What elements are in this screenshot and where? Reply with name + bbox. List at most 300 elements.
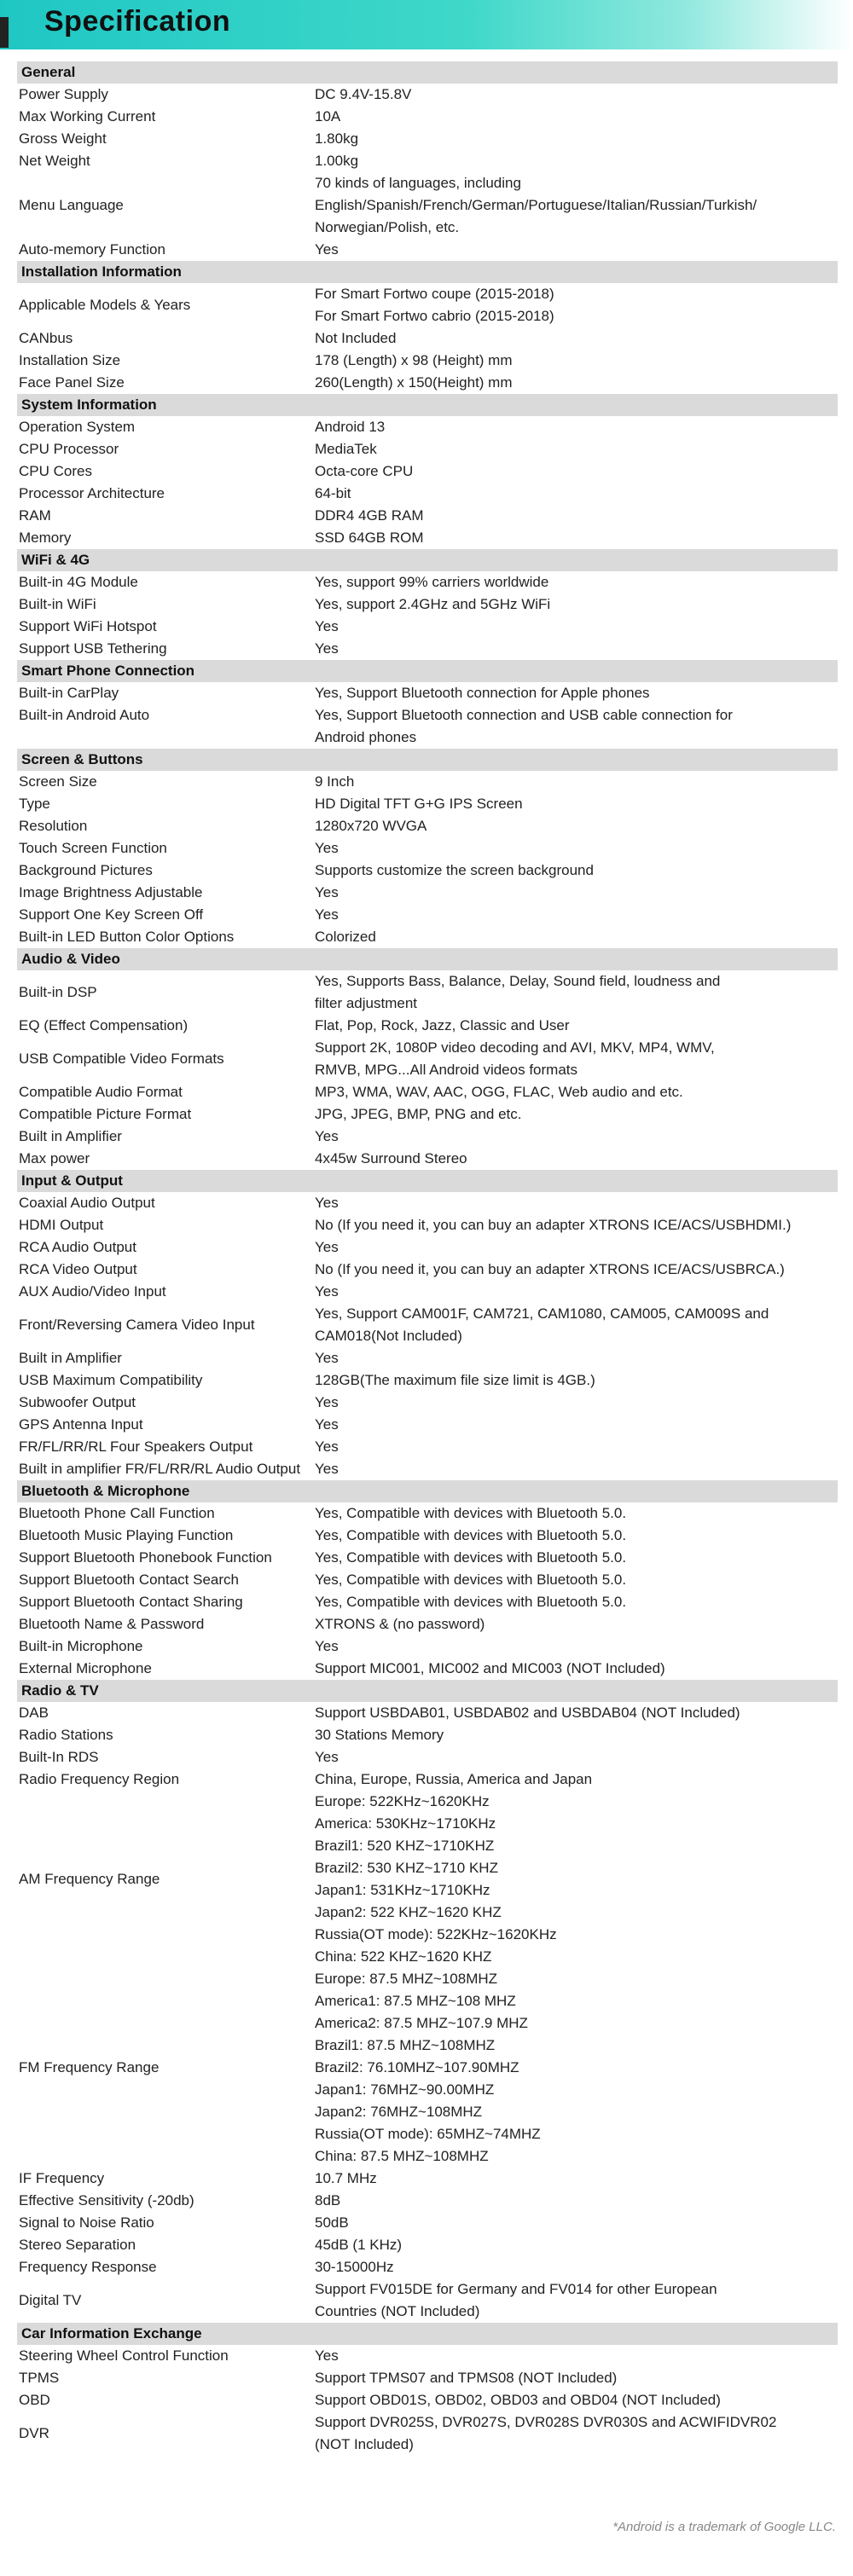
spec-label: Installation Size [19, 352, 121, 368]
spec-value-line: Yes, Compatible with devices with Bluetooth 5.0. [315, 1594, 627, 1610]
spec-value-line: Android phones [315, 729, 417, 745]
spec-value-line: Yes [315, 906, 339, 923]
spec-row [17, 2190, 838, 2212]
section-header: Audio & Video [17, 948, 838, 970]
spec-label: Auto-memory Function [19, 241, 165, 258]
spec-value [315, 460, 838, 483]
spec-label: OBD [19, 2392, 50, 2408]
spec-value [315, 1724, 838, 1746]
spec-label: DAB [19, 1705, 49, 1721]
spec-row [17, 1081, 838, 1103]
spec-value-line: Europe: 522KHz~1620KHz [315, 1793, 490, 1809]
spec-label: Face Panel Size [19, 374, 125, 391]
spec-label: TPMS [19, 2370, 60, 2386]
spec-row [17, 970, 838, 1015]
spec-row [17, 283, 838, 327]
spec-value-line: Brazil2: 76.10MHZ~107.90MHZ [315, 2059, 519, 2075]
spec-label: Screen Size [19, 773, 97, 790]
spec-value-line: Yes [315, 1239, 339, 1255]
spec-label: External Microphone [19, 1660, 152, 1676]
spec-value [315, 2367, 838, 2389]
spec-row [17, 505, 838, 527]
spec-row [17, 1214, 838, 1236]
spec-value-line: Yes [315, 1416, 339, 1433]
spec-value [315, 860, 838, 882]
spec-value [315, 1214, 838, 1236]
spec-value [315, 372, 838, 394]
spec-row [17, 416, 838, 438]
spec-label: AM Frequency Range [19, 1871, 160, 1887]
spec-value-line: Support USBDAB01, USBDAB02 and USBDAB04 (NOT Included) [315, 1705, 740, 1721]
spec-value-line: JPG, JPEG, BMP, PNG and etc. [315, 1106, 522, 1122]
trademark-note: *Android is a trademark of Google LLC. [612, 2520, 836, 2534]
spec-value [315, 837, 838, 860]
section-header: Smart Phone Connection [17, 660, 838, 682]
spec-value [315, 1259, 838, 1281]
spec-value-line: Brazil2: 530 KHZ~1710 KHZ [315, 1860, 498, 1876]
spec-row [17, 2256, 838, 2278]
spec-label: Bluetooth Phone Call Function [19, 1505, 215, 1521]
spec-label: CPU Processor [19, 441, 119, 457]
spec-label: DVR [19, 2425, 49, 2441]
spec-row [17, 1791, 838, 1968]
spec-value-line: XTRONS & (no password) [315, 1616, 485, 1632]
spec-value-line: Yes, Compatible with devices with Bluetooth 5.0. [315, 1527, 627, 1543]
spec-label: Resolution [19, 818, 88, 834]
spec-value [315, 1635, 838, 1658]
spec-value [315, 1547, 838, 1569]
spec-row [17, 1236, 838, 1259]
spec-row [17, 1392, 838, 1414]
spec-label: Built in amplifier FR/FL/RR/RL Audio Output [19, 1461, 301, 1477]
spec-value-line: China: 522 KHZ~1620 KHZ [315, 1948, 492, 1965]
spec-row [17, 239, 838, 261]
spec-label: Menu Language [19, 197, 124, 213]
spec-value [315, 1392, 838, 1414]
spec-row [17, 837, 838, 860]
spec-value [315, 1303, 838, 1347]
spec-value [315, 483, 838, 505]
spec-label: Support Bluetooth Phonebook Function [19, 1549, 272, 1566]
spec-row [17, 638, 838, 660]
spec-label: RCA Video Output [19, 1261, 137, 1277]
spec-label: Signal to Noise Ratio [19, 2214, 154, 2231]
spec-value [315, 527, 838, 549]
section-header: Radio & TV [17, 1680, 838, 1702]
spec-row [17, 1569, 838, 1591]
spec-label: Radio Frequency Region [19, 1771, 180, 1787]
spec-label: Compatible Audio Format [19, 1084, 183, 1100]
spec-value [315, 1192, 838, 1214]
spec-value-line: filter adjustment [315, 995, 417, 1011]
spec-value-line: MP3, WMA, WAV, AAC, OGG, FLAC, Web audio and etc. [315, 1084, 683, 1100]
spec-value-line: Yes [315, 1195, 339, 1211]
spec-label: CPU Cores [19, 463, 92, 479]
spec-label: Digital TV [19, 2292, 82, 2308]
spec-value [315, 1502, 838, 1525]
spec-value-line: Yes, support 2.4GHz and 5GHz WiFi [315, 596, 551, 612]
spec-row [17, 926, 838, 948]
section-header: Screen & Buttons [17, 749, 838, 771]
spec-value-line: Yes, Support CAM001F, CAM721, CAM1080, CAM005, CAM009S and [315, 1305, 769, 1322]
spec-value [315, 1103, 838, 1126]
spec-value [315, 106, 838, 128]
spec-row [17, 1015, 838, 1037]
spec-value-line: Russia(OT mode): 65MHZ~74MHZ [315, 2126, 541, 2142]
spec-row [17, 1369, 838, 1392]
spec-value-line: America: 530KHz~1710KHz [315, 1815, 496, 1832]
spec-row [17, 1436, 838, 1458]
spec-value-line: America1: 87.5 MHZ~108 MHZ [315, 1993, 516, 2009]
spec-value [315, 2212, 838, 2234]
spec-label: Built-in LED Button Color Options [19, 929, 235, 945]
spec-label: Processor Architecture [19, 485, 165, 501]
spec-value-line: No (If you need it, you can buy an adapter XTRONS ICE/ACS/USBRCA.) [315, 1261, 785, 1277]
spec-value [315, 1613, 838, 1635]
spec-label: Touch Screen Function [19, 840, 167, 856]
spec-value-line: Norwegian/Polish, etc. [315, 219, 460, 235]
spec-value-line: 64-bit [315, 485, 351, 501]
spec-label: Applicable Models & Years [19, 297, 191, 313]
spec-value [315, 571, 838, 593]
spec-value-line: Support MIC001, MIC002 and MIC003 (NOT Included) [315, 1660, 665, 1676]
spec-row [17, 1635, 838, 1658]
spec-value [315, 771, 838, 793]
spec-row [17, 616, 838, 638]
spec-value-line: Yes [315, 1439, 339, 1455]
spec-value-line: Android 13 [315, 419, 386, 435]
spec-value [315, 1037, 838, 1081]
spec-label: GPS Antenna Input [19, 1416, 143, 1433]
spec-row [17, 438, 838, 460]
spec-row [17, 815, 838, 837]
spec-value-line: Europe: 87.5 MHZ~108MHZ [315, 1971, 498, 1987]
spec-value [315, 704, 838, 749]
spec-row [17, 793, 838, 815]
spec-label: Support Bluetooth Contact Search [19, 1572, 239, 1588]
spec-value [315, 1126, 838, 1148]
spec-value-line: Yes, Support Bluetooth connection and USB cable connection for [315, 707, 733, 723]
spec-value [315, 128, 838, 150]
spec-row [17, 2389, 838, 2411]
spec-value [315, 970, 838, 1015]
spec-value-line: 260(Length) x 150(Height) mm [315, 374, 513, 391]
spec-value-line: Yes, Compatible with devices with Bluetooth 5.0. [315, 1572, 627, 1588]
spec-value [315, 505, 838, 527]
spec-label: Net Weight [19, 153, 90, 169]
spec-value [315, 904, 838, 926]
spec-row [17, 571, 838, 593]
section-header: Car Information Exchange [17, 2323, 838, 2345]
spec-row [17, 2234, 838, 2256]
spec-value [315, 84, 838, 106]
spec-row [17, 1148, 838, 1170]
spec-row [17, 2411, 838, 2456]
spec-value-line: (NOT Included) [315, 2436, 414, 2452]
spec-row [17, 1702, 838, 1724]
spec-value [315, 1569, 838, 1591]
spec-label: Built-in Android Auto [19, 707, 150, 723]
spec-row [17, 1126, 838, 1148]
spec-row [17, 1768, 838, 1791]
spec-value-line: No (If you need it, you can buy an adapter XTRONS ICE/ACS/USBHDMI.) [315, 1217, 792, 1233]
spec-value [315, 616, 838, 638]
spec-row [17, 172, 838, 239]
spec-label: Built in Amplifier [19, 1128, 122, 1144]
spec-row [17, 2278, 838, 2323]
spec-label: Image Brightness Adjustable [19, 884, 203, 900]
spec-value-line: Yes, Compatible with devices with Bluetooth 5.0. [315, 1549, 627, 1566]
spec-row [17, 1037, 838, 1081]
spec-value-line: 45dB (1 KHz) [315, 2237, 403, 2253]
spec-label: Power Supply [19, 86, 108, 102]
spec-row [17, 327, 838, 350]
spec-label: IF Frequency [19, 2170, 105, 2186]
spec-row [17, 882, 838, 904]
spec-value [315, 1347, 838, 1369]
banner-accent [0, 17, 9, 48]
spec-value-line: HD Digital TFT G+G IPS Screen [315, 796, 523, 812]
spec-row [17, 1746, 838, 1768]
section-header: Input & Output [17, 1170, 838, 1192]
spec-value-line: Japan2: 76MHZ~108MHZ [315, 2104, 483, 2120]
spec-label: Bluetooth Music Playing Function [19, 1527, 234, 1543]
spec-value-line: 1.00kg [315, 153, 359, 169]
spec-value [315, 172, 838, 239]
spec-value-line: Yes [315, 840, 339, 856]
spec-value [315, 416, 838, 438]
spec-label: USB Compatible Video Formats [19, 1051, 224, 1067]
section-header: System Information [17, 394, 838, 416]
spec-value [315, 1746, 838, 1768]
spec-value-line: Support FV015DE for Germany and FV014 for other European [315, 2281, 717, 2297]
spec-label: Memory [19, 530, 72, 546]
spec-value-line: 10A [315, 108, 341, 124]
spec-value [315, 1236, 838, 1259]
spec-value-line: 9 Inch [315, 773, 355, 790]
section-header: WiFi & 4G [17, 549, 838, 571]
spec-label: Front/Reversing Camera Video Input [19, 1317, 255, 1333]
spec-value [315, 1081, 838, 1103]
spec-value-line: 50dB [315, 2214, 349, 2231]
spec-label: Built-in WiFi [19, 596, 96, 612]
spec-row [17, 1347, 838, 1369]
spec-value [315, 1525, 838, 1547]
spec-value-line: Support TPMS07 and TPMS08 (NOT Included) [315, 2370, 618, 2386]
spec-row [17, 593, 838, 616]
spec-label: Built-in 4G Module [19, 574, 138, 590]
spec-row [17, 350, 838, 372]
spec-value-line: 1.80kg [315, 130, 359, 147]
spec-row [17, 1458, 838, 1480]
spec-value [315, 882, 838, 904]
spec-value [315, 2411, 838, 2456]
page-title: Specification [44, 5, 231, 38]
spec-value [315, 438, 838, 460]
spec-value [315, 239, 838, 261]
spec-value [315, 1791, 838, 1968]
spec-label: Steering Wheel Control Function [19, 2347, 229, 2364]
spec-value [315, 1414, 838, 1436]
spec-label: Support Bluetooth Contact Sharing [19, 1594, 243, 1610]
spec-label: Built-in CarPlay [19, 685, 119, 701]
spec-label: RAM [19, 507, 51, 524]
spec-value-line: For Smart Fortwo cabrio (2015-2018) [315, 308, 554, 324]
spec-value-line: SSD 64GB ROM [315, 530, 424, 546]
spec-label: Background Pictures [19, 862, 153, 878]
spec-value [315, 2256, 838, 2278]
spec-value-line: Japan2: 522 KHZ~1620 KHZ [315, 1904, 502, 1920]
spec-label: Frequency Response [19, 2259, 157, 2275]
spec-row [17, 460, 838, 483]
spec-value-line: 70 kinds of languages, including [315, 175, 521, 191]
spec-value [315, 1768, 838, 1791]
spec-value [315, 1436, 838, 1458]
spec-label: Subwoofer Output [19, 1394, 136, 1410]
spec-label: Stereo Separation [19, 2237, 136, 2253]
spec-label: Max Working Current [19, 108, 156, 124]
spec-row [17, 1103, 838, 1126]
spec-table [17, 61, 838, 2456]
spec-value-line: DC 9.4V-15.8V [315, 86, 412, 102]
spec-value [315, 1148, 838, 1170]
spec-value-line: 8dB [315, 2192, 341, 2208]
spec-value-line: America2: 87.5 MHZ~107.9 MHZ [315, 2015, 528, 2031]
spec-value [315, 1591, 838, 1613]
spec-value [315, 2190, 838, 2212]
spec-row [17, 1502, 838, 1525]
spec-value [315, 638, 838, 660]
spec-value-line: Support 2K, 1080P video decoding and AVI, MKV, MP4, WMV, [315, 1039, 715, 1056]
spec-value-line: Yes [315, 1638, 339, 1654]
spec-value [315, 1369, 838, 1392]
spec-value-line: Yes [315, 884, 339, 900]
spec-value-line: Not Included [315, 330, 397, 346]
spec-value [315, 1281, 838, 1303]
spec-row [17, 904, 838, 926]
spec-value-line: Yes [315, 1283, 339, 1300]
spec-value-line: Support DVR025S, DVR027S, DVR028S DVR030S and ACWIFIDVR02 [315, 2414, 777, 2430]
spec-value [315, 2389, 838, 2411]
spec-value-line: Yes, Compatible with devices with Bluetooth 5.0. [315, 1505, 627, 1521]
spec-value [315, 1458, 838, 1480]
spec-value-line: China: 87.5 MHZ~108MHZ [315, 2148, 489, 2164]
spec-label: FM Frequency Range [19, 2059, 160, 2075]
spec-label: Type [19, 796, 50, 812]
spec-label: Built in Amplifier [19, 1350, 122, 1366]
spec-value [315, 2345, 838, 2367]
spec-value-line: Yes [315, 1749, 339, 1765]
spec-row [17, 1281, 838, 1303]
spec-label: RCA Audio Output [19, 1239, 136, 1255]
spec-value-line: Yes [315, 1350, 339, 1366]
spec-value-line: RMVB, MPG...All Android videos formats [315, 1062, 577, 1078]
spec-row [17, 2212, 838, 2234]
spec-value-line: Yes, Supports Bass, Balance, Delay, Sound field, loudness and [315, 973, 721, 989]
spec-row [17, 682, 838, 704]
spec-label: Support USB Tethering [19, 640, 167, 657]
spec-value [315, 793, 838, 815]
spec-value-line: English/Spanish/French/German/Portuguese/Italian/Russian/Turkish/ [315, 197, 757, 213]
spec-row [17, 1613, 838, 1635]
spec-label: Support WiFi Hotspot [19, 618, 157, 634]
spec-value [315, 350, 838, 372]
spec-label: Coaxial Audio Output [19, 1195, 155, 1211]
spec-row [17, 860, 838, 882]
spec-row [17, 771, 838, 793]
spec-value [315, 2278, 838, 2323]
spec-value [315, 1702, 838, 1724]
spec-row [17, 1547, 838, 1569]
spec-value-line: DDR4 4GB RAM [315, 507, 424, 524]
spec-value-line: Russia(OT mode): 522KHz~1620KHz [315, 1926, 557, 1942]
spec-value-line: 10.7 MHz [315, 2170, 377, 2186]
spec-value-line: Brazil1: 520 KHZ~1710KHZ [315, 1838, 495, 1854]
spec-label: EQ (Effect Compensation) [19, 1017, 189, 1033]
spec-label: HDMI Output [19, 1217, 104, 1233]
spec-label: Gross Weight [19, 130, 107, 147]
spec-label: FR/FL/RR/RL Four Speakers Output [19, 1439, 253, 1455]
spec-value-line: Japan1: 531KHz~1710KHz [315, 1882, 490, 1898]
spec-value-line: 30 Stations Memory [315, 1727, 444, 1743]
section-header: Installation Information [17, 261, 838, 283]
spec-row [17, 1968, 838, 2168]
spec-value-line: 1280x720 WVGA [315, 818, 427, 834]
spec-value-line: Supports customize the screen background [315, 862, 594, 878]
spec-row [17, 1414, 838, 1436]
spec-value [315, 1658, 838, 1680]
spec-row [17, 1724, 838, 1746]
spec-label: Effective Sensitivity (-20db) [19, 2192, 194, 2208]
spec-row [17, 2367, 838, 2389]
spec-value [315, 1968, 838, 2168]
spec-value [315, 2168, 838, 2190]
spec-value-line: For Smart Fortwo coupe (2015-2018) [315, 286, 554, 302]
spec-row [17, 527, 838, 549]
spec-label: Bluetooth Name & Password [19, 1616, 205, 1632]
spec-value [315, 2234, 838, 2256]
spec-value-line: Yes [315, 2347, 339, 2364]
section-header: Bluetooth & Microphone [17, 1480, 838, 1502]
spec-value-line: Japan1: 76MHZ~90.00MHZ [315, 2081, 495, 2098]
spec-value [315, 815, 838, 837]
spec-row [17, 1192, 838, 1214]
spec-value [315, 926, 838, 948]
spec-row [17, 372, 838, 394]
spec-value-line: Yes, Support Bluetooth connection for Apple phones [315, 685, 650, 701]
spec-row [17, 2345, 838, 2367]
spec-value [315, 593, 838, 616]
spec-value-line: MediaTek [315, 441, 377, 457]
spec-row [17, 2168, 838, 2190]
spec-value-line: Octa-core CPU [315, 463, 414, 479]
spec-label: Operation System [19, 419, 136, 435]
spec-value-line: 128GB(The maximum file size limit is 4GB.) [315, 1372, 595, 1388]
spec-value-line: Support OBD01S, OBD02, OBD03 and OBD04 (NOT Included) [315, 2392, 721, 2408]
spec-row [17, 704, 838, 749]
spec-value-line: Yes, support 99% carriers worldwide [315, 574, 549, 590]
spec-value-line: 30-15000Hz [315, 2259, 394, 2275]
spec-value-line: Yes [315, 640, 339, 657]
spec-row [17, 150, 838, 172]
spec-label: Max power [19, 1150, 90, 1166]
spec-label: Radio Stations [19, 1727, 113, 1743]
spec-value-line: Countries (NOT Included) [315, 2303, 480, 2319]
spec-value [315, 283, 838, 327]
spec-value-line: Yes [315, 1461, 339, 1477]
spec-value-line: Yes [315, 1394, 339, 1410]
spec-value-line: Brazil1: 87.5 MHZ~108MHZ [315, 2037, 496, 2053]
